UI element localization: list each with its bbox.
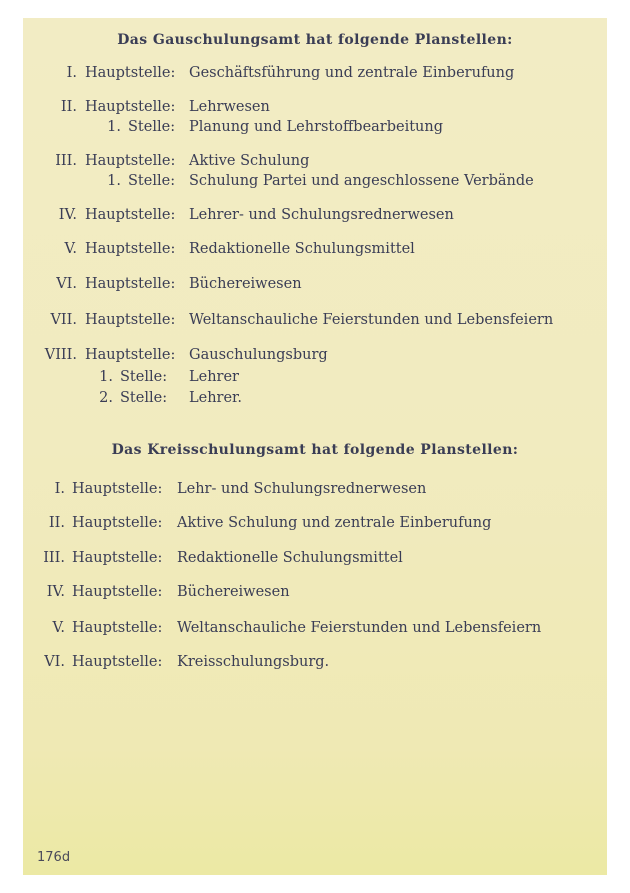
item-text: Büchereiwesen <box>177 584 290 600</box>
list-item <box>23 618 607 638</box>
list-item <box>23 513 607 533</box>
subitem-number: 1. <box>107 173 121 189</box>
item-label: Hauptstelle: <box>85 153 176 169</box>
item-number: IV. <box>58 207 77 223</box>
list-subitem <box>23 388 607 408</box>
list-item <box>23 151 607 171</box>
item-number: III. <box>55 153 77 169</box>
item-number: VIII. <box>44 347 77 363</box>
section2-heading: Das Kreisschulungsamt hat folgende Planstellen: <box>111 442 519 458</box>
item-label: Hauptstelle: <box>85 241 176 257</box>
item-text: Gauschulungsburg <box>189 347 328 363</box>
item-text: Aktive Schulung <box>189 153 310 169</box>
item-label: Hauptstelle: <box>85 65 176 81</box>
subitem-text: Lehrer. <box>189 390 243 406</box>
item-text: Lehr- und Schulungsrednerwesen <box>177 481 427 497</box>
item-number: II. <box>60 99 77 115</box>
subitem-label: Stelle: <box>120 369 168 385</box>
item-number: V. <box>64 241 77 257</box>
item-label: Hauptstelle: <box>72 550 163 566</box>
item-text: Weltanschauliche Feierstunden und Lebensfeiern <box>189 312 554 328</box>
item-text: Geschäftsführung und zentrale Einberufung <box>189 65 515 81</box>
subitem-label: Stelle: <box>120 390 168 406</box>
item-label: Hauptstelle: <box>85 99 176 115</box>
item-number: VI. <box>56 276 77 292</box>
item-text: Lehrwesen <box>189 99 270 115</box>
item-number: I. <box>54 481 65 497</box>
subitem-text: Schulung Partei und angeschlossene Verbände <box>189 173 534 189</box>
item-label: Hauptstelle: <box>72 515 163 531</box>
list-subitem <box>23 171 607 191</box>
item-label: Hauptstelle: <box>85 207 176 223</box>
document-page <box>23 18 607 875</box>
item-label: Hauptstelle: <box>85 312 176 328</box>
item-number: III. <box>43 550 65 566</box>
item-text: Kreisschulungsburg. <box>177 654 330 670</box>
list-item <box>23 479 607 499</box>
item-number: VI. <box>44 654 65 670</box>
subitem-number: 1. <box>107 119 121 135</box>
item-number: IV. <box>46 584 65 600</box>
list-item <box>23 239 607 259</box>
subitem-label: Stelle: <box>128 119 176 135</box>
list-item <box>23 63 607 83</box>
list-subitem <box>23 367 607 387</box>
item-text: Weltanschauliche Feierstunden und Lebensfeiern <box>177 620 542 636</box>
page-number: 176d <box>37 850 71 865</box>
list-item <box>23 582 607 602</box>
item-number: I. <box>66 65 77 81</box>
subitem-label: Stelle: <box>128 173 176 189</box>
item-label: Hauptstelle: <box>72 584 163 600</box>
list-subitem <box>23 117 607 137</box>
subitem-number: 2. <box>99 390 113 406</box>
item-text: Redaktionelle Schulungsmittel <box>189 241 415 257</box>
item-label: Hauptstelle: <box>85 347 176 363</box>
subitem-text: Planung und Lehrstoffbearbeitung <box>189 119 444 135</box>
section1-heading: Das Gauschulungsamt hat folgende Planstellen: <box>117 32 513 48</box>
item-text: Büchereiwesen <box>189 276 302 292</box>
list-item <box>23 97 607 117</box>
item-label: Hauptstelle: <box>72 654 163 670</box>
item-text: Redaktionelle Schulungsmittel <box>177 550 403 566</box>
item-number: II. <box>48 515 65 531</box>
item-number: VII. <box>50 312 77 328</box>
item-label: Hauptstelle: <box>85 276 176 292</box>
item-label: Hauptstelle: <box>72 620 163 636</box>
item-text: Lehrer- und Schulungsrednerwesen <box>189 207 454 223</box>
item-label: Hauptstelle: <box>72 481 163 497</box>
item-number: V. <box>52 620 65 636</box>
subitem-number: 1. <box>99 369 113 385</box>
subitem-text: Lehrer <box>189 369 239 385</box>
list-item <box>23 205 607 225</box>
list-item <box>23 548 607 568</box>
list-item <box>23 310 607 330</box>
list-item <box>23 345 607 365</box>
list-item <box>23 274 607 294</box>
list-item <box>23 652 607 672</box>
item-text: Aktive Schulung und zentrale Einberufung <box>177 515 492 531</box>
